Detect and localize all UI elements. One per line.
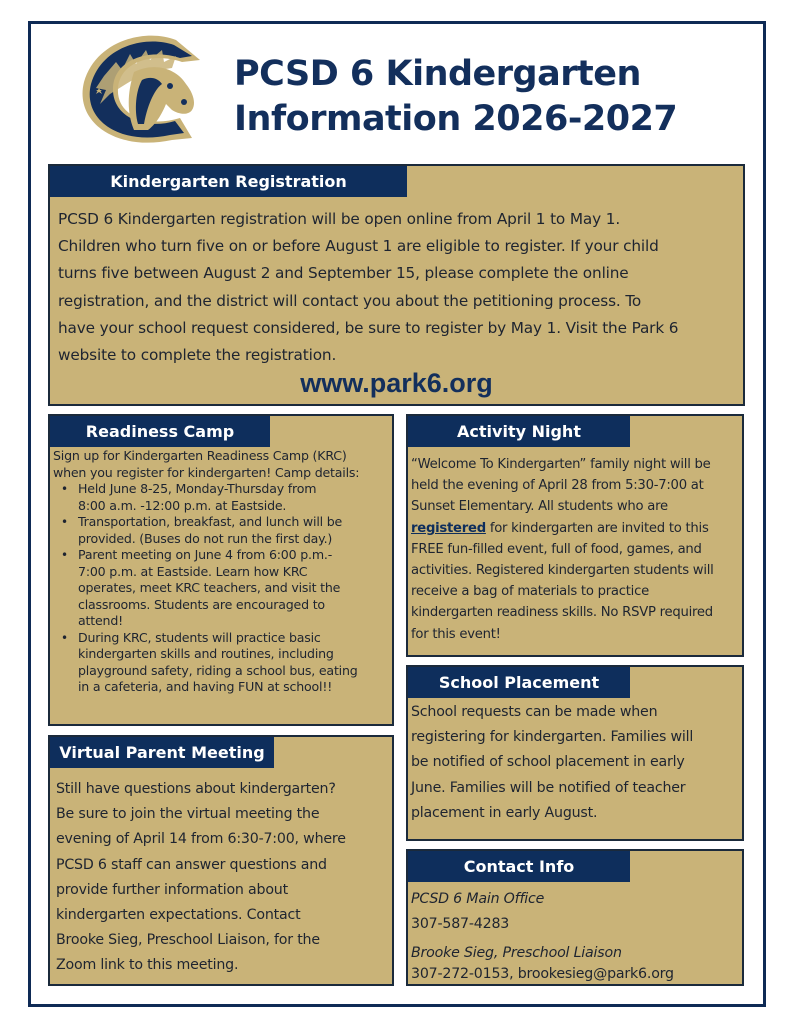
horse-c-logo-icon (76, 32, 208, 148)
text-line: in a cafeteria, and having FUN at school!! (78, 679, 333, 694)
list-item (53, 547, 388, 630)
title-line-1: PCSD 6 Kindergarten (234, 54, 641, 94)
office-phone[interactable]: 307-587-4283 (411, 916, 510, 932)
list-item (53, 514, 388, 547)
text-line: June. Families will be notified of teacher (411, 779, 686, 796)
readiness-camp-body (53, 448, 388, 696)
text-line: held the evening of April 28 from 5:30-7:00 at (411, 478, 704, 494)
text-line: playground safety, riding a school bus, eating (78, 662, 358, 678)
text-line: • Parent meeting on June 4 from 6:00 p.m.- (78, 547, 333, 562)
activity-night-body (411, 454, 736, 645)
text-line: classrooms. Students are encouraged to (78, 596, 325, 612)
text-line: kindergarten skills and routines, including (78, 646, 334, 661)
text-line: for this event! (411, 626, 501, 642)
text-line: FREE fun-filled event, full of food, games, and (411, 541, 702, 557)
text-line: website to complete the registration. (58, 346, 337, 365)
text-line: when you register for kindergarten! Camp details: (53, 464, 360, 480)
text-line: PCSD 6 staff can answer questions and (56, 856, 327, 873)
virtual-meeting-heading: Virtual Parent Meeting (50, 737, 274, 768)
office-label: PCSD 6 Main Office (411, 891, 545, 907)
registration-body (58, 206, 737, 369)
contact-info-body (411, 887, 736, 983)
text-line: Sign up for Kindergarten Readiness Camp (KRC) (53, 448, 347, 463)
school-placement-body (411, 700, 736, 826)
text-line: turns five between August 2 and September 15, please complete the online (58, 264, 629, 283)
text-line: “Welcome To Kindergarten” family night will be (411, 457, 711, 472)
readiness-camp-section (48, 414, 394, 726)
text-line: 7:00 p.m. at Eastside. Learn how KRC (78, 563, 308, 579)
readiness-camp-heading: Readiness Camp (50, 416, 270, 447)
text-line: Sunset Elementary. All students who are (411, 499, 668, 515)
registration-heading: Kindergarten Registration (50, 166, 407, 197)
text-line: • During KRC, students will practice basic (78, 629, 321, 645)
virtual-meeting-section (48, 735, 394, 986)
text-line: provided. (Buses do not run the first day.) (78, 530, 333, 546)
text-line: provide further information about (56, 881, 288, 898)
text-line: evening of April 14 from 6:30-7:00, where (56, 831, 346, 848)
text-line: • Transportation, breakfast, and lunch will be (78, 514, 343, 529)
liaison-label: Brooke Sieg, Preschool Liaison (411, 945, 622, 961)
text-line: operates, meet KRC teachers, and visit the (78, 580, 341, 595)
text-line: Be sure to join the virtual meeting the (56, 806, 320, 823)
registration-section (48, 164, 745, 406)
text-line: be notified of school placement in early (411, 754, 685, 771)
school-placement-section (406, 665, 744, 841)
text-line: Still have questions about kindergarten? (56, 781, 336, 797)
registered-emphasis: registered (411, 520, 486, 536)
title-line-2: Information 2026-2027 (234, 99, 678, 139)
activity-night-heading: Activity Night (408, 416, 630, 447)
text-line: placement in early August. (411, 804, 598, 821)
text-line: receive a bag of materials to practice (411, 584, 649, 600)
text-line: have your school request considered, be sure to register by May 1. Visit the Park 6 (58, 318, 679, 337)
text-line: activities. Registered kindergarten students will (411, 563, 714, 579)
list-item (53, 630, 388, 696)
camp-details-list (53, 481, 388, 696)
list-item (53, 481, 388, 514)
virtual-meeting-body (56, 777, 386, 979)
website-link[interactable]: www.park6.org (300, 368, 493, 398)
text-line: registering for kindergarten. Families will (411, 729, 694, 746)
contact-info-heading: Contact Info (408, 851, 630, 882)
text-line: PCSD 6 Kindergarten registration will be open online from April 1 to May 1. (58, 210, 621, 228)
text-line: 8:00 a.m. -12:00 p.m. at Eastside. (78, 497, 287, 513)
text-line: Children who turn five on or before August 1 are eligible to register. If your child (58, 237, 659, 256)
text-line: kindergarten expectations. Contact (56, 907, 301, 924)
activity-night-section (406, 414, 744, 657)
text-fragment: for kindergarten are invited to this (485, 520, 709, 536)
text-line: kindergarten readiness skills. No RSVP required (411, 605, 713, 621)
contact-info-section (406, 849, 744, 986)
text-line: School requests can be made when (411, 704, 658, 720)
text-line: Brooke Sieg, Preschool Liaison, for the (56, 932, 320, 949)
liaison-contact[interactable]: 307-272-0153, brookesieg@park6.org (411, 966, 674, 982)
text-line (411, 518, 736, 539)
text-line: Zoom link to this meeting. (56, 957, 239, 974)
page-title (234, 52, 754, 142)
text-line: • Held June 8-25, Monday-Thursday from (78, 481, 317, 496)
text-line: attend! (78, 613, 123, 628)
text-line: registration, and the district will contact you about the petitioning process. To (58, 291, 642, 310)
school-placement-heading: School Placement (408, 667, 630, 698)
